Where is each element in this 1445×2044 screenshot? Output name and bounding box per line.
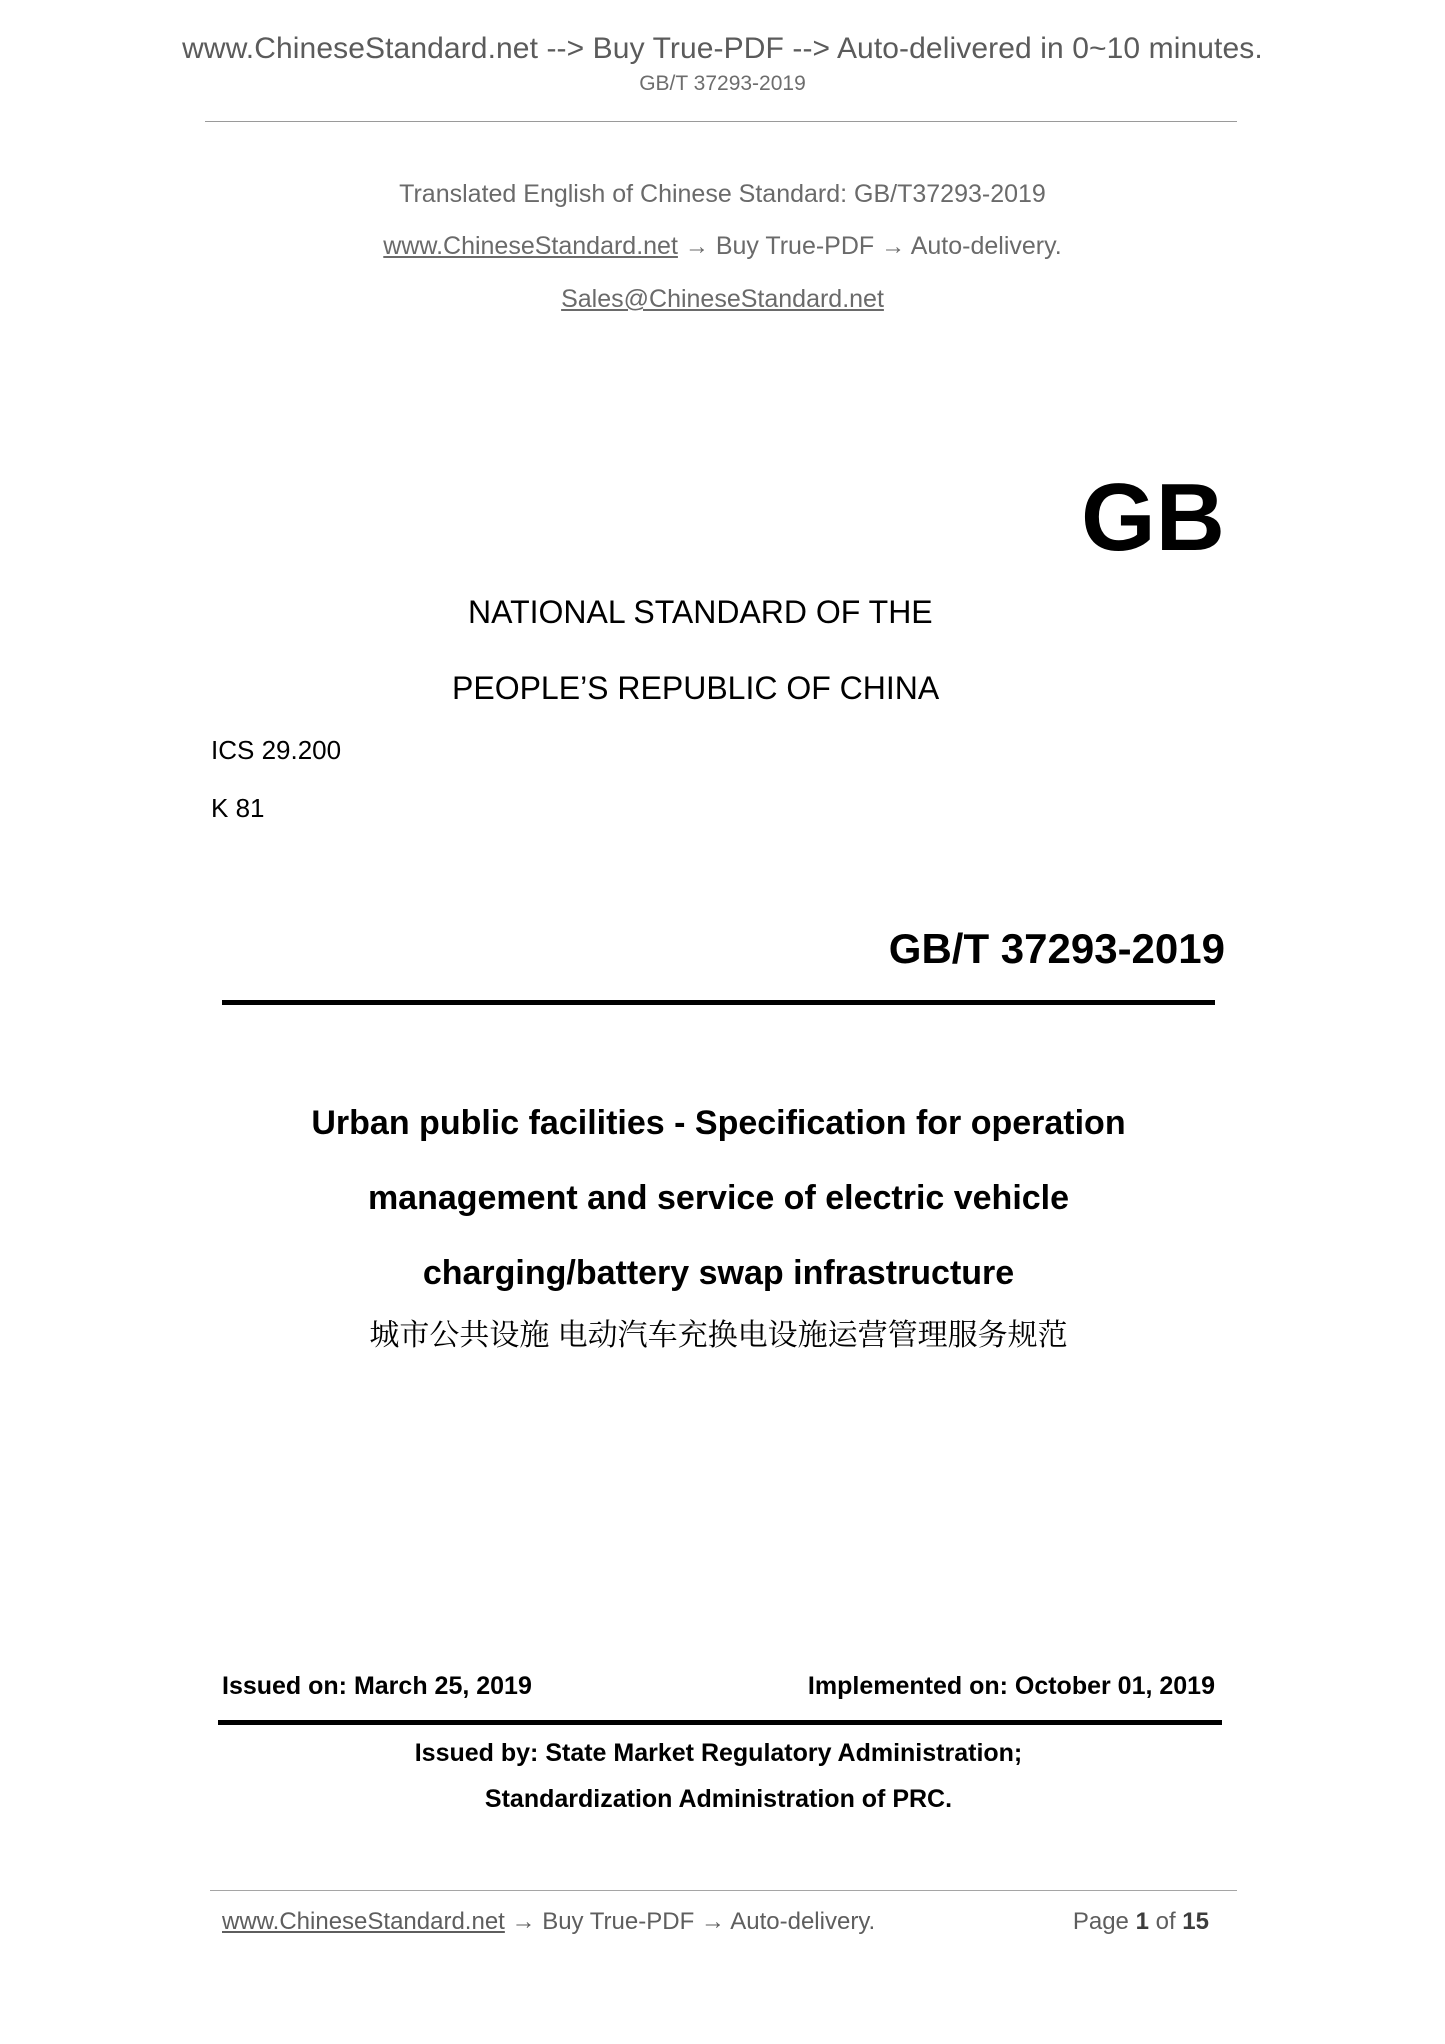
arrow-right-icon: → [511,1908,536,1935]
sales-email-link[interactable]: Sales@ChineseStandard.net [561,285,884,313]
issuing-authority-line-1: Issued by: State Market Regulatory Administration; [414,1739,1023,1767]
title-line-3: charging/battery swap infrastructure [422,1254,1015,1292]
issuing-authority-line-2: Standardization Administration of PRC. [484,1785,953,1813]
of-label: of [1155,1908,1176,1935]
title-line-2: management and service of electric vehicle [367,1179,1070,1217]
intro-translated-line: Translated English of Chinese Standard: GB/T37293-2019 [399,180,1046,208]
gb-emblem: GB [1081,464,1225,571]
footer-site-link[interactable]: www.ChineseStandard.net [222,1908,505,1935]
footer-promo [222,1908,875,1936]
implemented-on-date: Implemented on: October 01, 2019 [807,1672,1215,1700]
arrow-right-icon: → [881,233,906,260]
page-indicator [1073,1908,1209,1936]
page-label: Page [1072,1908,1129,1935]
national-standard-line-2: PEOPLE’S REPUBLIC OF CHINA [452,670,940,706]
page-footer [222,1908,1215,1948]
dates-divider [218,1720,1222,1725]
intro-purchase-line [0,220,1445,273]
intro-site-link[interactable]: www.ChineseStandard.net [383,232,678,260]
national-standard-line-1: NATIONAL STANDARD OF THE [468,594,933,630]
arrow-right-icon: → [700,1908,725,1935]
intro-email-line [0,273,1445,325]
title-line-1: Urban public facilities - Specification for operation [311,1104,1126,1142]
header-divider [205,121,1237,122]
arrow-right-icon: → [684,233,709,260]
footer-delivery-label: Auto-delivery. [730,1908,876,1935]
intro-buy-label: Buy True-PDF [715,232,875,260]
ics-classification: ICS 29.200 [211,735,342,765]
standard-number: GB/T 37293-2019 [888,925,1225,972]
standard-title-chinese: 城市公共设施 电动汽车充换电设施运营管理服务规范 [369,1319,1068,1352]
page-number: 1 [1135,1908,1149,1935]
issued-on-date: Issued on: March 25, 2019 [222,1672,532,1700]
intro-block [0,168,1445,325]
footer-divider [210,1890,1237,1891]
issuing-authority [222,1730,1215,1822]
standard-number-divider [222,1000,1215,1005]
footer-buy-label: Buy True-PDF [542,1908,695,1935]
standard-title-english [222,1086,1215,1311]
intro-delivery-label: Auto-delivery. [910,232,1062,260]
promo-header-text: www.ChineseStandard.net --> Buy True-PDF --> Auto-delivered in 0~10 minutes. [182,32,1263,65]
page-total: 15 [1182,1908,1209,1935]
ccs-k-code: K 81 [211,793,265,823]
promo-subheader-standard-number: GB/T 37293-2019 [639,72,806,95]
